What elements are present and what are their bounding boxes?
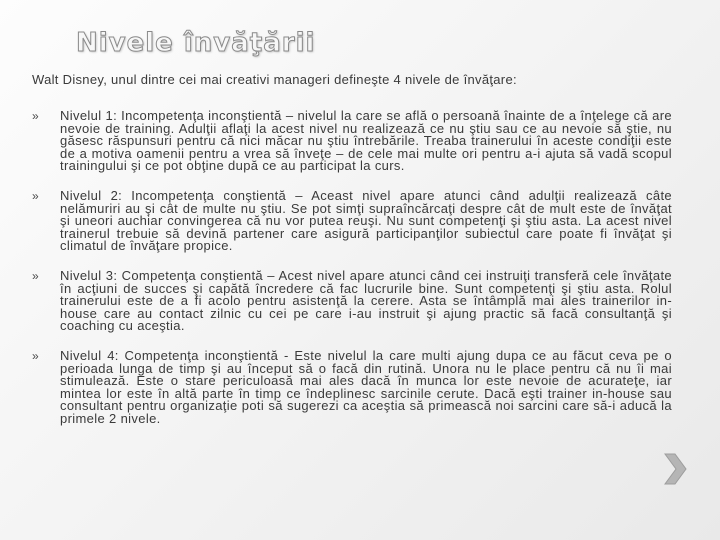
list-item [32, 347, 672, 426]
next-slide-button[interactable] [662, 452, 688, 486]
list-item-text: Nivelul 3: Competenţa conştientă – Acest nivel apare atunci când cei instruiţi transferă cele învăţate în acţiuni de succes şi capătă încredere că fac lucrurile bine. Sunt competenţi şi ştiu asta. Rolul trainerului este de a fi acolo pentru asistenţă la cerere. Asta se întâmplă mai ales trainerilor in-house care au contact zilnic cu cei pe care i-au instruit şi ajung practic să facă consultanţă şi coaching cu aceştia. [60, 267, 672, 334]
list-item-text: Nivelul 2: Incompetenţa conştientă – Aceast nivel apare atunci când adulţii realizează câte nelămuriri au şi cât de multe nu ştiu. Se pot simţi supraîncărcaţi despre cât de mult este de învăţat şi uneori auchiar convingerea că nu vor putea reuşi. Nu sunt competenţi şi ştiu asta. La acest nivel trainerul trebuie să devină partener care asigură participanţilor subiectul care poate fi învăţat şi climatul de învăţare propice. [60, 187, 672, 254]
list-item [32, 267, 672, 334]
bullet-marker: » [32, 188, 40, 203]
list-item-text: Nivelul 1: Incompetenţa inconştientă – nivelul la care se află o persoană înainte de a înţelege că are nevoie de training. Adulţii aflaţi la acest nivel nu realizează ce nu ştiu sau ce au nevoie să ştie, nu găsesc răspunsuri pentru că nici măcar nu ştiu întrebările. Treaba trainerului în aceste condiţii este de a motiva oamenii pentru a vrea să înveţe – de cele mai multe ori pentru a-i ajuta să vadă scopul trainingului şi ce pot obţine după ce au participat la curs. [60, 108, 672, 174]
chevron-right-icon [662, 452, 688, 486]
list-item [32, 187, 672, 254]
list-item-text: Nivelul 4: Competenţa inconştientă - Este nivelul la care multi ajung dupa ce au făcut ceva pe o perioada lunga de timp şi au început să o facă din rutină. Unora nu le place pentru că nu îi mai stimulează. Este o stare periculoasă mai ales dacă în munca lor este nevoie de acurateţe, iar mintea lor este în altă parte în timp ce îndeplinesc sarcinile cerute. Dacă eşti trainer in-house sau consultant pentru organizaţie poti să sugerezi ca aceştia să primească noi sarcini care să-i aducă la primele 2 nivele. [60, 347, 672, 426]
levels-list [32, 110, 672, 442]
bullet-marker: » [32, 348, 40, 363]
slide-title: Nivele învăţării [76, 28, 316, 58]
bullet-marker: » [32, 268, 40, 283]
list-item [32, 110, 672, 173]
intro-text: Walt Disney, unul dintre cei mai creativi manageri defineşte 4 nivele de învăţare: [32, 72, 517, 87]
bullet-marker: » [32, 109, 40, 123]
